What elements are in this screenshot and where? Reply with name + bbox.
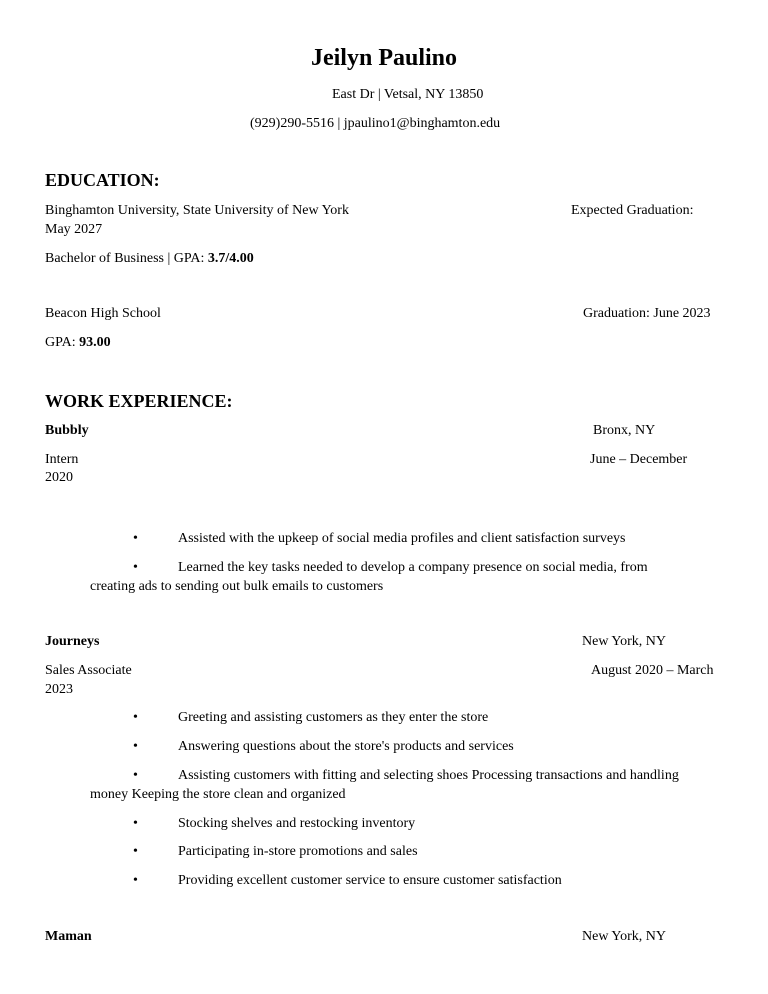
contact-info: (929)290-5516 | jpaulino1@binghamton.edu — [250, 116, 501, 131]
job-location: New York, NY — [582, 634, 667, 649]
bullet-icon: • — [133, 560, 138, 575]
job-bullet: Assisted with the upkeep of social media profiles and client satisfaction surveys — [178, 531, 626, 546]
degree-line — [45, 251, 254, 267]
job-bullet: Participating in-store promotions and sales — [178, 844, 418, 859]
education-heading: EDUCATION: — [45, 170, 160, 190]
school-date: Graduation: June 2023 — [583, 306, 711, 321]
job-dates: August 2020 – March — [591, 663, 714, 678]
school-name: Beacon High School — [45, 306, 161, 321]
bullet-icon: • — [133, 739, 138, 754]
job-title: Intern — [45, 452, 79, 467]
job-bullet: Assisting customers with fitting and selecting shoes Processing transactions and handling — [178, 768, 679, 783]
resume-name: Jeilyn Paulino — [310, 45, 458, 71]
gpa-label: GPA: — [45, 335, 80, 350]
job-title: Sales Associate — [45, 663, 132, 678]
job-location: Bronx, NY — [593, 423, 656, 438]
school-name: Binghamton University, State University of New York — [45, 203, 349, 218]
bullet-icon: • — [133, 768, 138, 783]
company-name: Journeys — [45, 634, 100, 649]
degree-text: Bachelor of Business | GPA: — [45, 251, 208, 266]
job-bullet: Providing excellent customer service to ensure customer satisfaction — [178, 873, 562, 888]
job-bullet: Answering questions about the store's products and services — [178, 739, 514, 754]
bullet-icon: • — [133, 816, 138, 831]
bullet-icon: • — [133, 873, 138, 888]
address: East Dr | Vetsal, NY 13850 — [332, 87, 484, 102]
job-bullet-wrap: creating ads to sending out bulk emails to customers — [90, 579, 384, 594]
work-heading: WORK EXPERIENCE: — [45, 391, 233, 411]
job-bullet: Learned the key tasks needed to develop a company presence on social media, from — [178, 560, 648, 575]
job-dates-wrap: 2023 — [45, 682, 73, 697]
job-dates-wrap: 2020 — [45, 470, 73, 485]
job-bullet: Stocking shelves and restocking inventory — [178, 816, 416, 831]
gpa-value: 93.00 — [79, 335, 111, 350]
bullet-icon: • — [133, 710, 138, 725]
company-name: Bubbly — [45, 423, 89, 438]
job-dates: June – December — [590, 452, 688, 467]
school-date-wrap: May 2027 — [45, 222, 103, 237]
bullet-icon: • — [133, 844, 138, 859]
gpa-line — [45, 335, 111, 351]
school-date: Expected Graduation: — [571, 203, 694, 218]
gpa-value: 3.7/4.00 — [207, 251, 254, 266]
job-bullet: Greeting and assisting customers as they enter the store — [178, 710, 489, 725]
job-location: New York, NY — [582, 929, 667, 944]
job-bullet-wrap: money Keeping the store clean and organized — [90, 787, 346, 802]
bullet-icon: • — [133, 531, 138, 546]
company-name: Maman — [45, 929, 92, 944]
